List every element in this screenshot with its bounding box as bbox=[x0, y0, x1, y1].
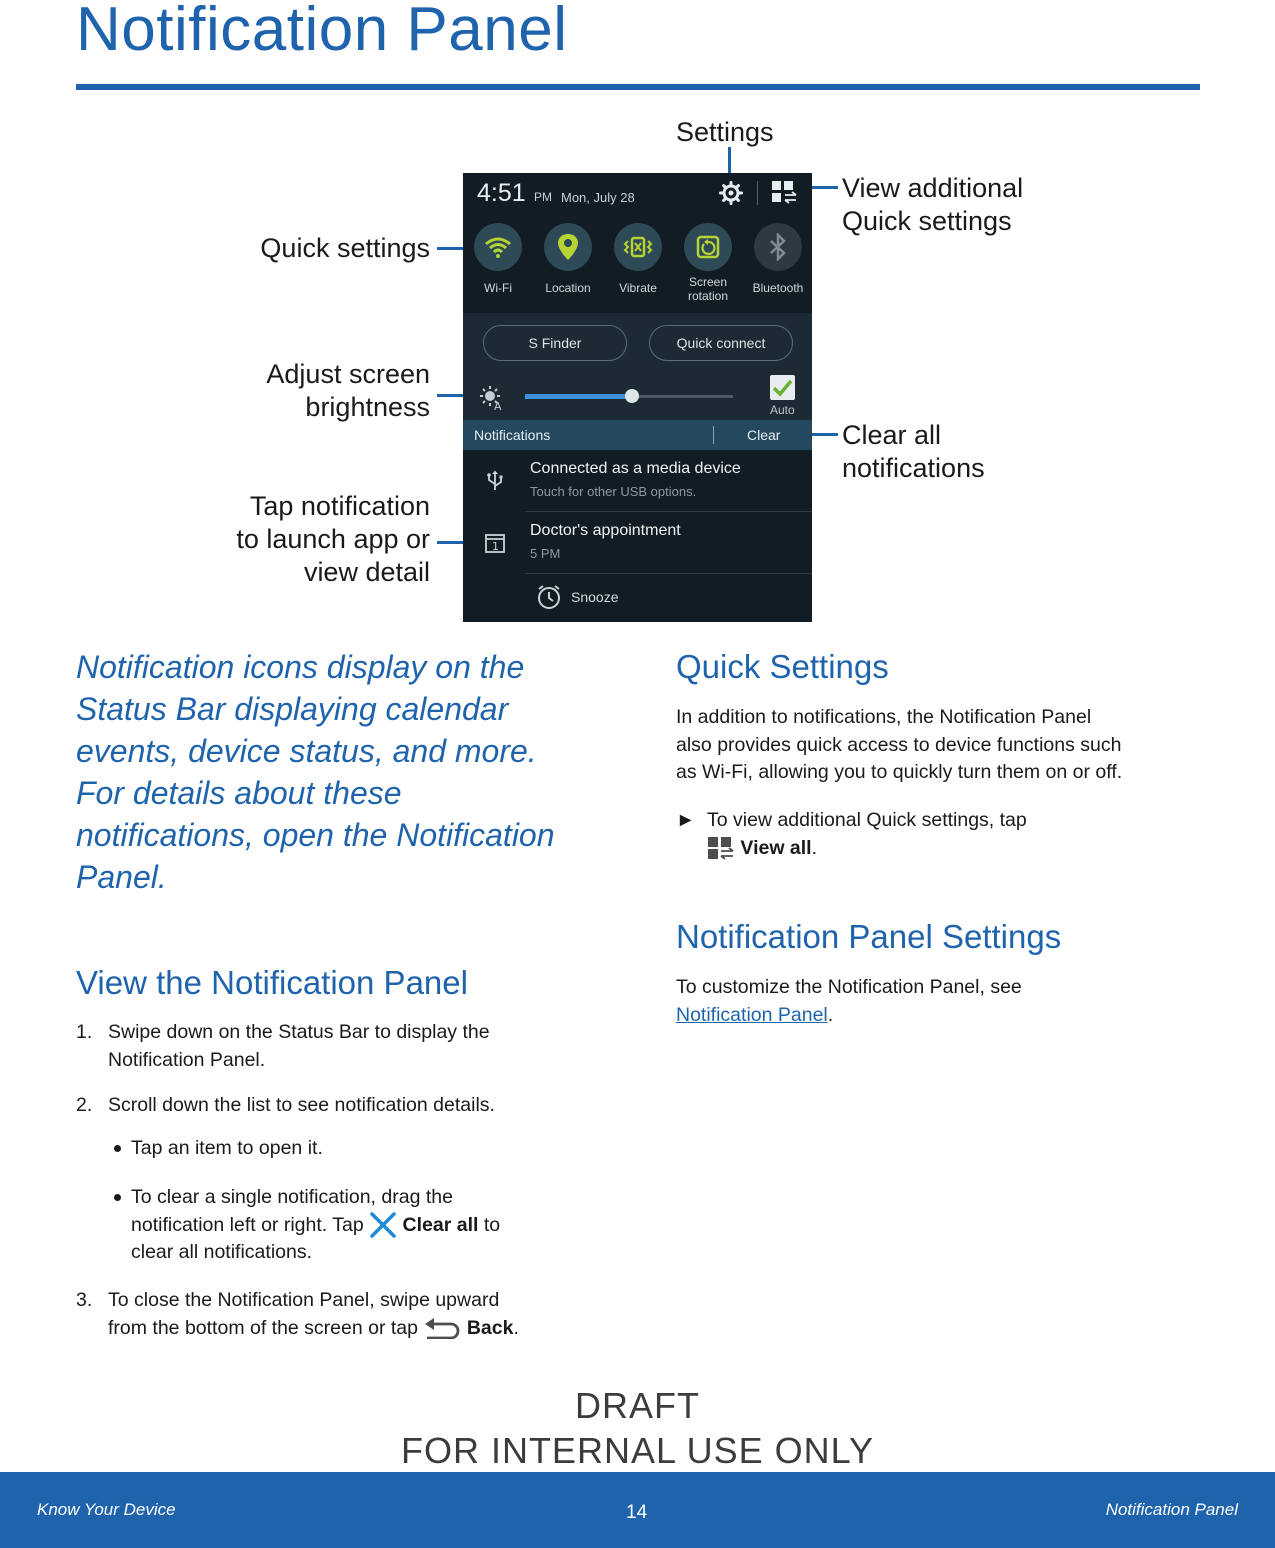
callout-view-additional-line1: View additional bbox=[842, 173, 1024, 203]
vibrate-icon bbox=[622, 236, 654, 258]
usb-icon bbox=[484, 470, 506, 492]
callout-adjust-line2: brightness bbox=[305, 392, 430, 422]
footer-page-number: 14 bbox=[626, 1502, 648, 1523]
clock-date: Mon, July 28 bbox=[561, 190, 635, 205]
auto-brightness-checkbox[interactable] bbox=[770, 375, 795, 400]
callout-settings: Settings bbox=[676, 117, 774, 147]
callout-tap-line2: to launch app or bbox=[236, 524, 430, 554]
quick-settings-tip-line1: To view additional Quick settings, tap bbox=[707, 809, 1027, 831]
step-1-text bbox=[108, 1019, 490, 1074]
step-2-text: Scroll down the list to see notification details. bbox=[108, 1094, 495, 1116]
brightness-slider-handle[interactable] bbox=[625, 389, 639, 403]
quick-settings-line2: also provides quick access to device functions such bbox=[676, 733, 1122, 756]
bullet-2-line1: To clear a single notification, drag the bbox=[131, 1186, 453, 1208]
footer-chapter: Know Your Device bbox=[37, 1500, 176, 1519]
qs-vibrate[interactable] bbox=[603, 219, 673, 295]
status-row bbox=[463, 173, 812, 213]
quick-connect-button[interactable]: Quick connect bbox=[649, 325, 793, 361]
notification-panel-link[interactable]: Notification Panel bbox=[676, 1003, 828, 1026]
bullet-marker bbox=[114, 1194, 121, 1201]
quick-settings-tip-line2 bbox=[707, 835, 1027, 863]
qs-location-circle bbox=[544, 223, 592, 271]
qs-rotation-label bbox=[673, 275, 743, 303]
bullet-2-line2-end: to bbox=[483, 1213, 501, 1236]
step-3-line2 bbox=[108, 1315, 519, 1343]
wifi-icon bbox=[484, 235, 512, 259]
bullet-1-text: Tap an item to open it. bbox=[131, 1137, 323, 1159]
calendar-icon bbox=[484, 532, 506, 554]
callout-adjust-brightness bbox=[200, 358, 430, 424]
qs-location-label: Location bbox=[545, 281, 591, 295]
brightness-slider-fill bbox=[525, 394, 633, 399]
calendar-day: 1 bbox=[492, 540, 499, 553]
notification-appointment[interactable] bbox=[463, 515, 812, 575]
qs-bluetooth-label: Bluetooth bbox=[752, 281, 804, 295]
step-3-text bbox=[108, 1287, 519, 1342]
tip-period: . bbox=[811, 836, 818, 859]
notification-appointment-subtitle: 5 PM bbox=[530, 546, 561, 561]
step-1-number: 1. bbox=[76, 1021, 93, 1043]
qs-wifi-circle bbox=[474, 223, 522, 271]
notification-usb[interactable] bbox=[463, 453, 812, 513]
bluetooth-icon bbox=[769, 233, 787, 261]
step-1-line2: Notification Panel. bbox=[108, 1048, 266, 1071]
view-all-inline-icon bbox=[707, 836, 735, 860]
draft-watermark: DRAFT bbox=[575, 1385, 700, 1426]
checkmark-icon bbox=[770, 375, 795, 400]
qs-location[interactable] bbox=[533, 219, 603, 295]
step-3-period: . bbox=[513, 1316, 519, 1339]
notification-usb-title: Connected as a media device bbox=[530, 460, 741, 477]
quick-settings-tip bbox=[707, 807, 1027, 862]
status-separator bbox=[757, 181, 758, 205]
quick-settings-line1: In addition to notifications, the Notification Panel bbox=[676, 706, 1092, 728]
notifications-header-separator bbox=[713, 426, 714, 444]
clock-time: 4:51 bbox=[477, 179, 526, 207]
page-footer bbox=[0, 1472, 1275, 1548]
qs-rotation-circle bbox=[684, 223, 732, 271]
bullet-2-line2 bbox=[131, 1212, 500, 1240]
phone-controls-band bbox=[463, 313, 812, 420]
callout-clear-line2: notifications bbox=[842, 453, 985, 483]
panel-settings-period: . bbox=[827, 1003, 834, 1026]
notification-appointment-title: Doctor's appointment bbox=[530, 522, 681, 539]
qs-vibrate-circle bbox=[614, 223, 662, 271]
quick-settings-text bbox=[676, 704, 1122, 787]
auto-brightness-label: Auto bbox=[770, 403, 795, 417]
qs-bluetooth[interactable] bbox=[743, 219, 812, 295]
view-all-label: View all bbox=[740, 836, 812, 859]
qs-vibrate-label: Vibrate bbox=[619, 281, 657, 295]
callout-tap-notification bbox=[160, 490, 430, 589]
clear-all-label: Clear all bbox=[402, 1213, 479, 1236]
bullet-2-line3: clear all notifications. bbox=[131, 1241, 313, 1263]
callout-clear-line1: Clear all bbox=[842, 420, 942, 450]
s-finder-button[interactable]: S Finder bbox=[483, 325, 627, 361]
qs-bluetooth-circle bbox=[754, 223, 802, 271]
footer-section: Notification Panel bbox=[1105, 1500, 1238, 1519]
clear-all-button[interactable]: Clear bbox=[747, 427, 781, 443]
intro-text: Notification icons display on the Status Bar displaying calendar events, device status, and more. For details about these notifications, open the Notification Panel. bbox=[76, 649, 555, 895]
callout-tap-line1: Tap notification bbox=[249, 491, 430, 521]
bullet-2-text bbox=[131, 1184, 500, 1267]
qs-rotation-label-line1: Screen bbox=[688, 275, 728, 289]
callout-quick-settings: Quick settings bbox=[260, 233, 430, 263]
bullet-marker bbox=[114, 1145, 121, 1152]
alarm-clock-icon[interactable] bbox=[536, 584, 562, 610]
back-icon bbox=[423, 1317, 461, 1339]
clock-ampm: PM bbox=[534, 190, 552, 204]
gear-icon[interactable] bbox=[719, 181, 743, 205]
panel-settings-heading: Notification Panel Settings bbox=[676, 918, 1062, 955]
notification-usb-subtitle: Touch for other USB options. bbox=[530, 484, 697, 499]
view-section-heading: View the Notification Panel bbox=[76, 964, 468, 1001]
qs-screen-rotation[interactable] bbox=[673, 219, 743, 303]
brightness-icon bbox=[479, 385, 505, 411]
qs-wifi-label: Wi-Fi bbox=[484, 281, 512, 295]
step-3-number: 3. bbox=[76, 1289, 93, 1311]
panel-settings-text bbox=[676, 974, 1022, 1029]
title-rule bbox=[76, 84, 1200, 90]
internal-use-watermark: FOR INTERNAL USE ONLY bbox=[400, 1430, 875, 1471]
quick-settings-heading: Quick Settings bbox=[676, 648, 889, 685]
qs-wifi[interactable] bbox=[463, 219, 533, 295]
panel-settings-line1: To customize the Notification Panel, see bbox=[676, 976, 1022, 998]
qs-rotation-label-line2: rotation bbox=[687, 289, 729, 303]
page-title: Notification Panel bbox=[76, 0, 568, 64]
callout-tap-line3: view detail bbox=[303, 557, 430, 587]
notifications-header bbox=[463, 420, 812, 450]
notification-divider bbox=[525, 573, 812, 574]
location-icon bbox=[557, 233, 579, 261]
rotation-icon bbox=[695, 234, 721, 260]
callout-view-additional-line2: Quick settings bbox=[842, 206, 1012, 236]
snooze-button[interactable]: Snooze bbox=[571, 589, 619, 605]
quick-settings-row bbox=[463, 219, 812, 309]
notifications-header-title: Notifications bbox=[474, 427, 551, 443]
quick-settings-line3: as Wi-Fi, allowing you to quickly turn them on or off. bbox=[676, 761, 1123, 783]
svg-text:A: A bbox=[494, 400, 502, 411]
panel-settings-line2 bbox=[676, 1002, 1022, 1030]
step-2-number: 2. bbox=[76, 1094, 93, 1116]
notification-panel-screenshot bbox=[463, 173, 812, 622]
bullet-2-line2-text: notification left or right. Tap bbox=[131, 1213, 364, 1236]
tip-arrow: ► bbox=[676, 809, 696, 831]
callout-clear-all bbox=[842, 419, 985, 485]
step-3-line2-text: from the bottom of the screen or tap bbox=[108, 1316, 418, 1339]
notification-divider bbox=[525, 511, 812, 512]
callout-adjust-line1: Adjust screen bbox=[266, 359, 430, 389]
callout-view-additional bbox=[842, 172, 1023, 238]
step-1-line1: Swipe down on the Status Bar to display the bbox=[108, 1021, 490, 1043]
step-3-line1: To close the Notification Panel, swipe upward bbox=[108, 1289, 500, 1311]
back-label: Back bbox=[466, 1316, 514, 1339]
clear-all-x-icon bbox=[369, 1212, 397, 1238]
view-all-icon[interactable] bbox=[772, 181, 798, 205]
